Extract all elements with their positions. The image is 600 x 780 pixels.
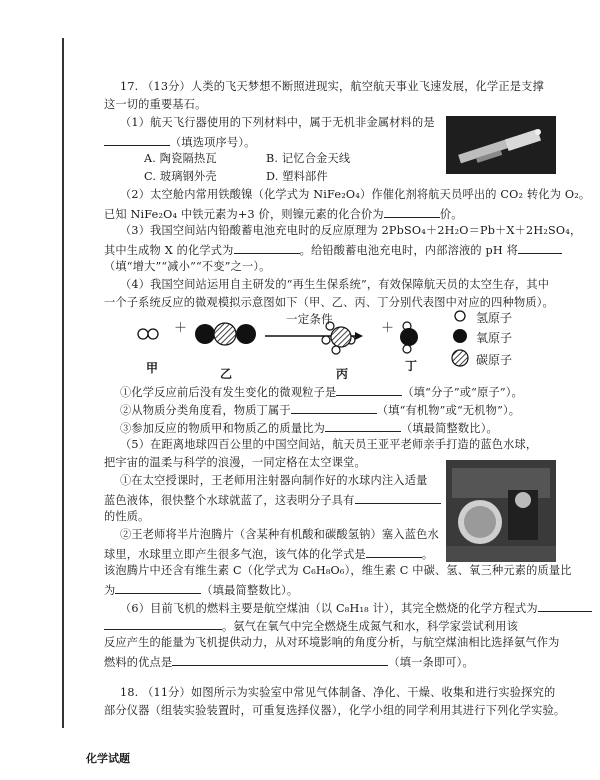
q17-part6-line4: [104, 654, 474, 670]
label-bing: 丙: [336, 367, 349, 381]
q17-part3-mid: 。给铅酸蓄电池充电时，内部溶液的 pH 将: [299, 244, 518, 257]
molecule-bing-ch4: [322, 322, 355, 354]
q17-part5-s1-line1: ①在太空授课时，王老师用注射器向制作好的水球内注入适量: [120, 474, 428, 487]
q17-part5-s2-line4: [104, 582, 298, 598]
q17-sub2-suffix: （填“有机物”或“无机物”）。: [376, 404, 521, 417]
page-footer: 化学试题: [86, 752, 130, 765]
option-d: D. 塑料部件: [266, 170, 328, 183]
q17-part2-suffix: 价。: [439, 208, 463, 221]
q17-part5-s1-line3: 的性质。: [104, 510, 150, 523]
q17-sub2: [120, 402, 520, 418]
answer-blank-2[interactable]: [384, 206, 440, 218]
q17-part3-text: 其中生成物 X 的化学式为: [104, 244, 234, 257]
q17-part2-line2: [104, 206, 463, 222]
label-yi: 乙: [220, 367, 233, 381]
q17-sub1: [120, 384, 523, 400]
q17-part6-text: （6）目前飞机的燃料主要是航空煤油（以 C₈H₁₈ 计），其完全燃烧的化学方程式为: [120, 602, 538, 615]
q17-part5-line1: （5）在距离地球四百公里的中国空间站，航天员王亚平老师亲手打造的蓝色水球，: [120, 438, 538, 451]
option-b: B. 记忆合金天线: [266, 152, 351, 165]
q17-part4-line2: 一个子系统反应的微观模拟示意图如下（甲、乙、丙、丁分别代表图中对应的四种物质）。: [104, 296, 554, 309]
q17-part6-end: （填一条即可）。: [388, 656, 474, 669]
q17-part5-line2: 把宇宙的温柔与科学的浪漫，一同定格在太空课堂。: [104, 456, 366, 469]
spacecraft-photo: [446, 116, 556, 174]
legend-carbon: 碳原子: [476, 353, 513, 367]
q17-part4-line1: （4）我国空间站运用自主研发的“再生生保系统”，有效保障航天员的太空生存，其中: [120, 278, 550, 291]
answer-blank-13[interactable]: [172, 654, 388, 666]
q17-part5-s2-suffix: 。: [421, 548, 434, 561]
molecule-jia-h2: [138, 329, 158, 339]
answer-blank-8[interactable]: [355, 492, 441, 504]
q18-line1: 18. （11分）如图所示为实验室中常见气体制备、净化、干燥、收集和进行实验探究的: [120, 686, 556, 699]
answer-blank-4[interactable]: [518, 242, 562, 254]
plus-sign-2: ＋: [381, 321, 395, 336]
q17-part5-s2-line3: 该泡腾片中还含有维生素 C（化学式为 C₆H₈O₆），维生素 C 中碳、氢、氧三种元素的质量比: [104, 564, 572, 577]
q17-part6-line1: [120, 600, 592, 616]
molecule-ding-h2o: [400, 322, 418, 353]
label-ding: 丁: [405, 359, 418, 373]
q17-part5-s1-line2: [104, 492, 441, 508]
answer-blank-10[interactable]: [115, 582, 201, 594]
q17-part6-line2: [104, 618, 518, 634]
q17-part6-cont: 。氨气在氧气中完全燃烧生成氮气和水，科学家尝试利用该: [222, 620, 519, 633]
answer-blank-9[interactable]: [366, 546, 422, 558]
q17-part2-text: 已知 NiFe₂O₄ 中铁元素为+3 价，则镍元素的化合价为: [104, 208, 384, 221]
q17-part5-s2-line1: ②王老师将半片泡腾片（含某种有机酸和碳酸氢钠）塞入蓝色水: [120, 528, 439, 541]
option-c: C. 玻璃钢外壳: [144, 170, 217, 183]
q17-title: 17. （13分）人类的飞天梦想不断照进现实，航空航天事业飞速发展，化学正是支撑: [120, 80, 544, 93]
reaction-condition: 一定条件: [286, 312, 333, 326]
q17-sub1-suffix: （填“分子”或“原子”）。: [402, 386, 523, 399]
q17-title-cont: 这一切的重要基石。: [104, 98, 207, 111]
q17-sub3-suffix: （填最简整数比）。: [400, 422, 498, 435]
q17-sub3-text: ③参加反应的物质甲和物质乙的质量比为: [120, 422, 325, 435]
astronaut-illustration: [446, 460, 556, 562]
molecule-yi-co2: [195, 323, 256, 345]
q17-part5-s2-text: 球里，水球里立即产生很多气泡，该气体的化学式是: [104, 548, 366, 561]
q17-part5-s2-prefix: 为: [104, 584, 116, 597]
answer-blank-3[interactable]: [234, 242, 300, 254]
q17-part3-line3: （填“增大”“减小”“不变”之一）。: [104, 260, 271, 273]
answer-blank-12[interactable]: [104, 618, 222, 630]
answer-blank-11[interactable]: [538, 600, 592, 612]
q17-part5-s2-line2: [104, 546, 433, 562]
q17-part1-line2: [104, 134, 256, 150]
q17-sub1-text: ①化学反应前后没有发生变化的微观粒子是: [120, 386, 337, 399]
q17-part6-prefix: 燃料的优点是: [104, 656, 173, 669]
answer-blank-1[interactable]: [104, 134, 170, 146]
q17-part3-line2: [104, 242, 562, 258]
q17-part6-line3: 反应产生的能量为飞机提供动力，从对环境影响的角度分析，与航空煤油相比选择氨气作为: [104, 636, 560, 649]
option-a: A. 陶瓷隔热瓦: [144, 152, 217, 165]
legend-oxygen: 氧原子: [476, 331, 513, 345]
answer-blank-6[interactable]: [291, 402, 377, 414]
q17-sub3: [120, 420, 498, 436]
legend-hydrogen: 氢原子: [476, 311, 513, 325]
q17-sub2-text: ②从物质分类角度看，物质丁属于: [120, 404, 291, 417]
q18-line2: 部分仪器（组装实验装置时，可重复选择仪器），化学小组的同学利用其进行下列化学实验。: [104, 704, 566, 717]
q17-part1-suffix: （填选项序号）。: [170, 136, 256, 149]
q17-part1-line1: （1）航天飞行器使用的下列材料中，属于无机非金属材料的是: [120, 116, 435, 129]
answer-blank-5[interactable]: [336, 384, 402, 396]
q17-part5-s1-text: 蓝色液体，很快整个水球就蓝了，这表明分子具有: [104, 494, 355, 507]
astronaut-lesson-photo: [446, 460, 556, 562]
q17-part2-line1: （2）太空舱内常用铁酸镍（化学式为 NiFe₂O₄）作催化剂将航天员呼出的 CO₂ 转化为 O₂。: [120, 188, 591, 201]
q17-part5-s2-end: （填最简整数比）。: [201, 584, 299, 597]
answer-blank-7[interactable]: [325, 420, 401, 432]
legend-symbols: [452, 311, 468, 366]
plus-sign-1: ＋: [174, 321, 188, 336]
q17-part3-line1: （3）我国空间站内铅酸蓄电池充电时的反应原理为 2PbSO₄＋2H₂O＝Pb＋X＋2H₂SO₄，: [120, 224, 582, 237]
spacecraft-illustration: [446, 116, 556, 174]
label-jia: 甲: [146, 361, 159, 375]
